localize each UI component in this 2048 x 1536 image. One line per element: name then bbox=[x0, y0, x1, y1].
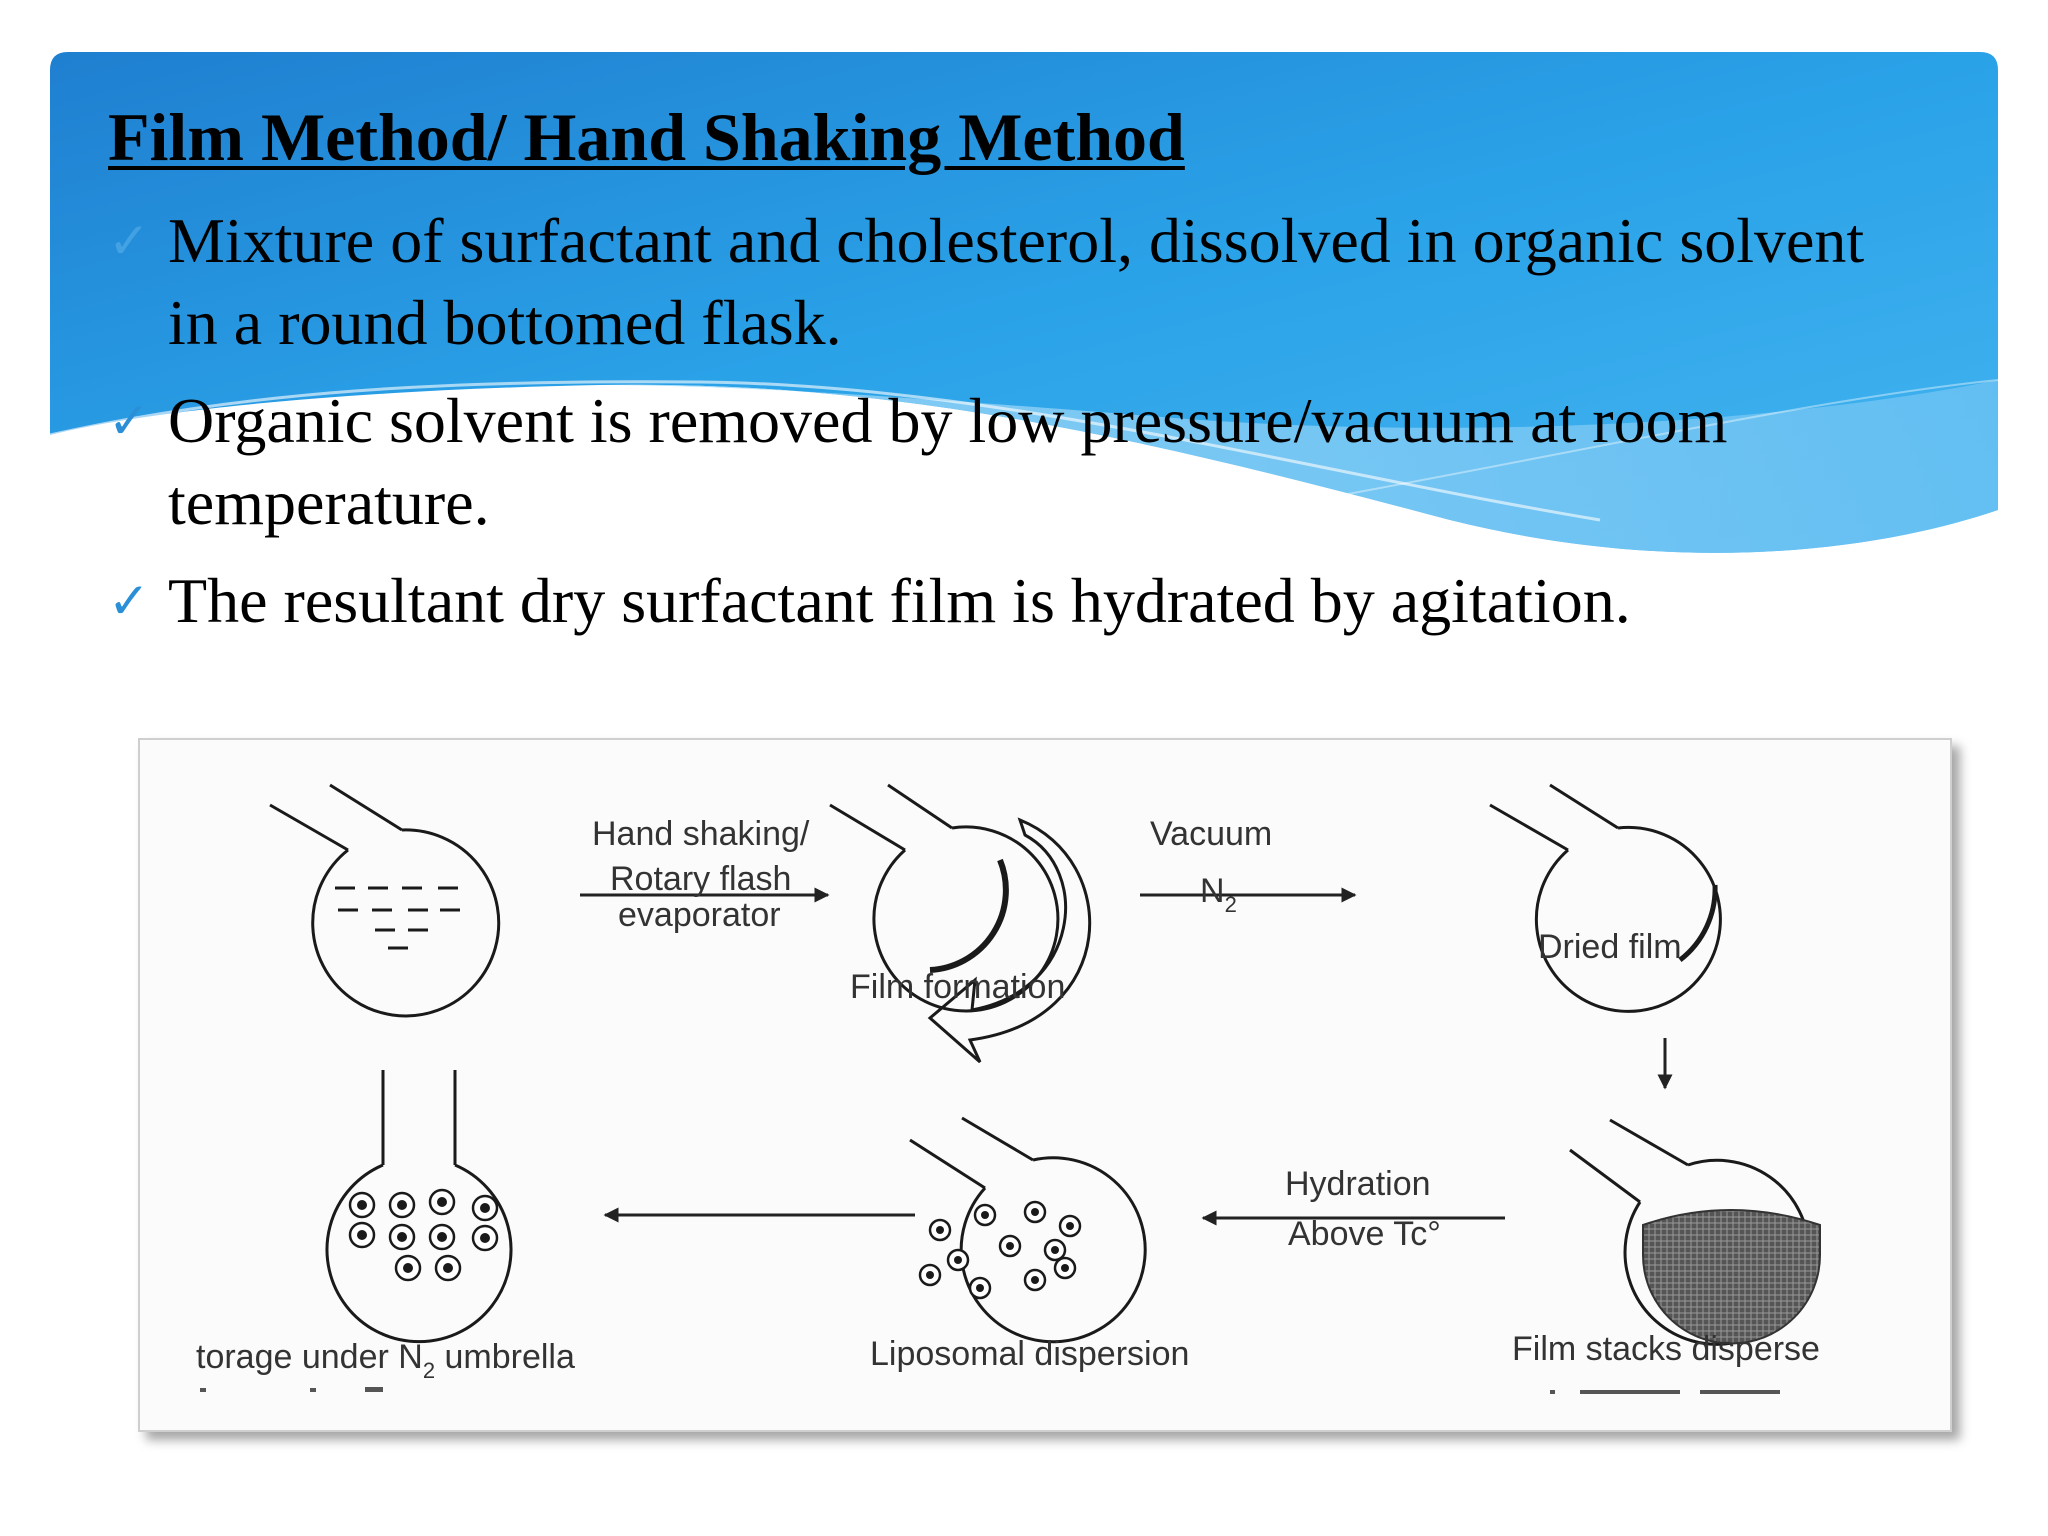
label-vacuum: Vacuum bbox=[1150, 815, 1273, 853]
label-hydration: Hydration bbox=[1285, 1165, 1431, 1203]
label-n2-sub: 2 bbox=[1224, 892, 1237, 917]
label-n2-main: N bbox=[1200, 872, 1225, 910]
vesicle-cores-storage bbox=[357, 1197, 490, 1273]
bullet-item bbox=[108, 380, 1928, 544]
label-liposomal-dispersion: Liposomal dispersion bbox=[870, 1335, 1190, 1373]
label-storage-sub: 2 bbox=[422, 1358, 436, 1383]
label-rotary-flash: Rotary flash bbox=[610, 860, 792, 898]
bullet-text: Organic solvent is removed by low pressure/vacuum at room temperature. bbox=[168, 385, 1728, 538]
flask-dried-film-icon bbox=[1490, 785, 1720, 1011]
checkmark-icon: ✓ bbox=[108, 392, 150, 450]
bullet-text: The resultant dry surfactant film is hydrated by agitation. bbox=[168, 565, 1631, 636]
label-storage-prefix: torage under N bbox=[196, 1338, 423, 1376]
checkmark-icon: ✓ bbox=[108, 572, 150, 630]
slide-title: Film Method/ Hand Shaking Method bbox=[108, 99, 1185, 175]
bullet-text: Mixture of surfactant and cholesterol, dissolved in organic solvent in a round bottomed flask. bbox=[168, 205, 1865, 358]
bullet-list bbox=[108, 200, 1928, 658]
label-film-stacks: Film stacks disperse bbox=[1512, 1330, 1820, 1368]
flask-solution-icon bbox=[270, 785, 499, 1016]
bullet-item bbox=[108, 560, 1928, 642]
cut-off-text-fragments bbox=[200, 1387, 1780, 1394]
label-dried-film: Dried film bbox=[1538, 928, 1682, 966]
flask-film-formation-icon bbox=[830, 785, 1090, 1062]
bullet-item bbox=[108, 200, 1928, 364]
label-evaporator: evaporator bbox=[618, 896, 781, 934]
process-diagram bbox=[138, 738, 1952, 1432]
checkmark-icon: ✓ bbox=[108, 212, 150, 270]
diagram-svg bbox=[140, 740, 1950, 1430]
label-hand-shaking: Hand shaking/ bbox=[592, 815, 810, 853]
label-n2 bbox=[1200, 872, 1237, 917]
label-film-formation: Film formation bbox=[850, 968, 1066, 1006]
label-above-tc: Above Tc° bbox=[1288, 1215, 1441, 1253]
label-storage bbox=[196, 1338, 575, 1383]
vesicles-storage bbox=[350, 1190, 497, 1280]
label-storage-suffix: umbrella bbox=[435, 1338, 575, 1376]
